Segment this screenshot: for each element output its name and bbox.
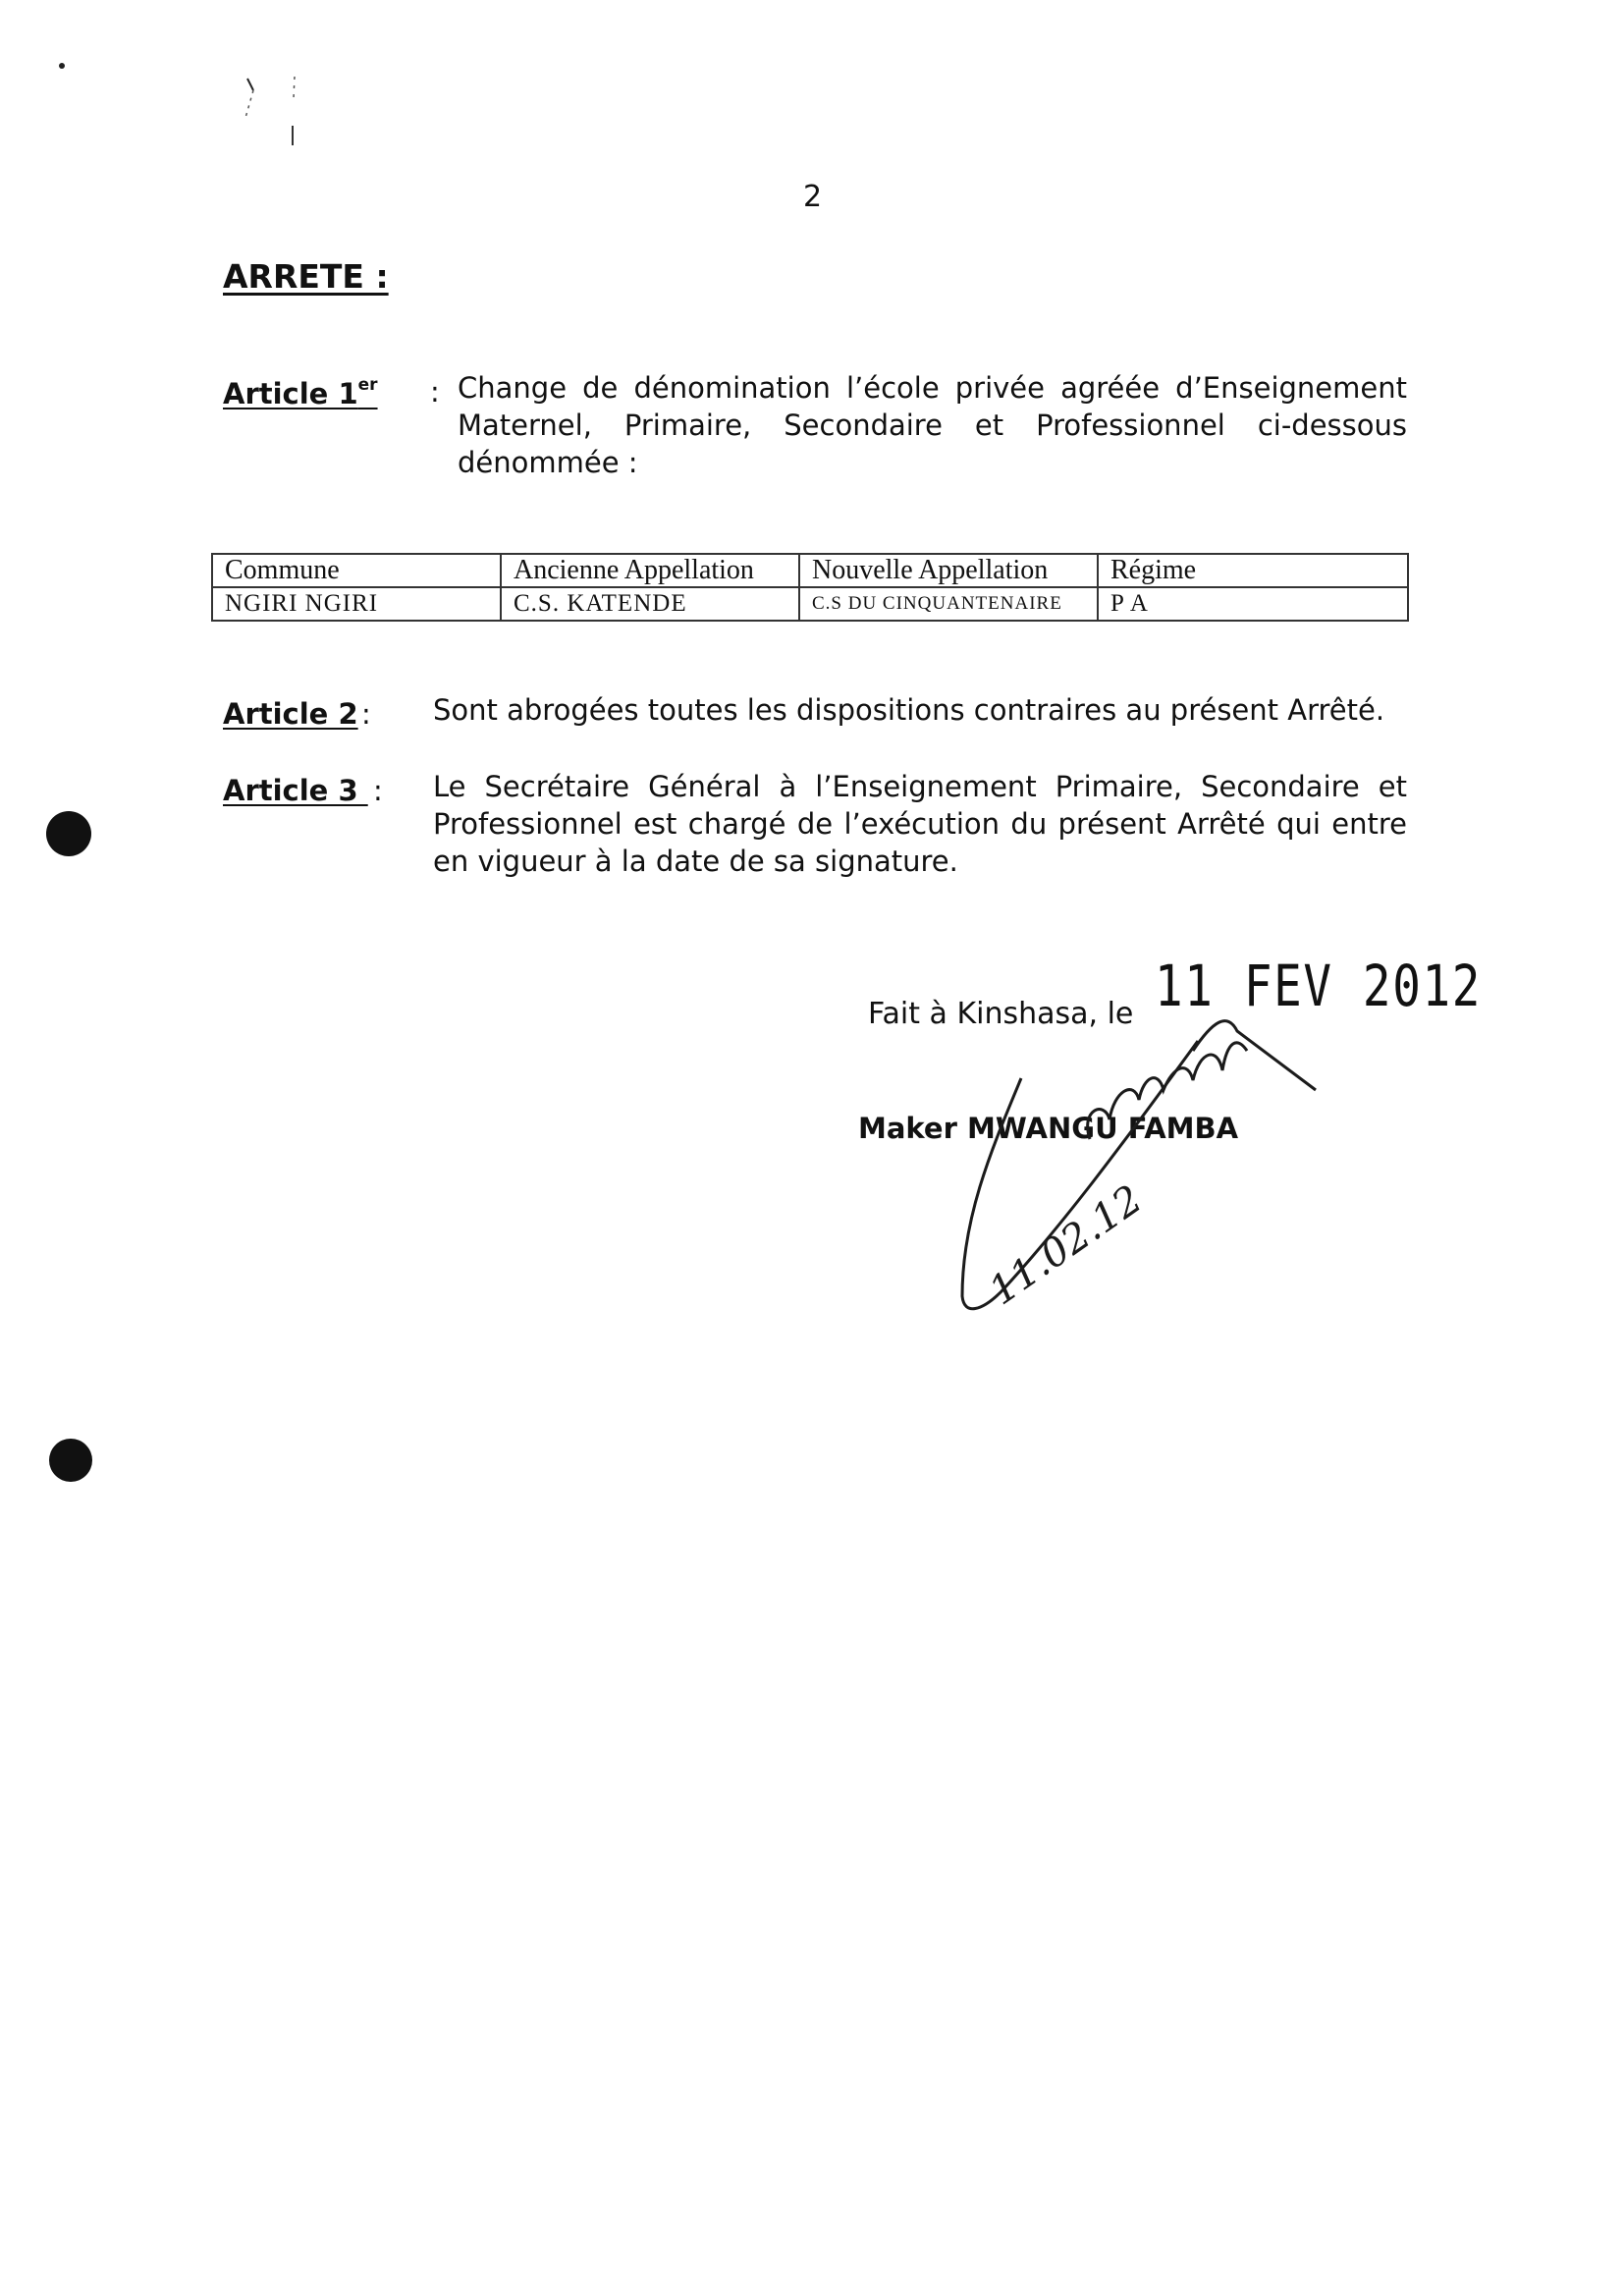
article-2-colon: : <box>361 697 371 731</box>
header-commune: Commune <box>212 554 501 587</box>
cell-ancienne-appellation: C.S. KATENDE <box>501 587 799 621</box>
header-nouvelle-appellation: Nouvelle Appellation <box>799 554 1098 587</box>
handwritten-signature <box>943 982 1335 1355</box>
article-3-label: Article 3 <box>223 774 368 807</box>
article-2-label: Article 2 <box>223 697 358 731</box>
cell-commune: NGIRI NGIRI <box>212 587 501 621</box>
punch-hole-upper <box>46 811 91 856</box>
signatory-name: Maker MWANGU FAMBA <box>858 1112 1239 1145</box>
article-1-superscript: er <box>357 375 378 395</box>
header-ancienne-appellation: Ancienne Appellation <box>501 554 799 587</box>
header-regime: Régime <box>1098 554 1408 587</box>
article-3-text: Le Secrétaire Général à l’Enseignement Primaire, Secondaire et Professionnel est chargé de l’exécution du présent Arrêté qui entre en vigueur à la date de sa signature. <box>433 770 1407 878</box>
date-stamp: 11 FEV 2012 <box>1155 953 1483 1019</box>
article-3-colon: : <box>373 774 383 807</box>
handwritten-date: 11.02.12 <box>981 1176 1151 1315</box>
article-1-text: Change de dénomination l’école privée agréée d’Enseignement Maternel, Primaire, Secondaire et Professionnel ci-dessous dénommée : <box>458 371 1407 479</box>
article-2-text: Sont abrogées toutes les dispositions contraires au présent Arrêté. <box>433 693 1385 727</box>
table-row <box>212 587 1408 621</box>
scan-dot <box>59 63 65 69</box>
denomination-table <box>211 553 1409 622</box>
article-1-label-text: Article 1 <box>223 377 358 410</box>
article-1-colon: : <box>430 375 440 409</box>
article-1-label <box>223 375 378 410</box>
punch-hole-lower <box>49 1439 92 1482</box>
decree-heading: ARRETE : <box>223 257 389 296</box>
scan-marks <box>206 39 314 157</box>
page-number: 2 <box>803 180 823 214</box>
cell-nouvelle-appellation: C.S DU CINQUANTENAIRE <box>799 587 1098 621</box>
place-and-date-label: Fait à Kinshasa, le <box>868 997 1134 1031</box>
table-header-row <box>212 554 1408 587</box>
cell-regime: P A <box>1098 587 1408 621</box>
